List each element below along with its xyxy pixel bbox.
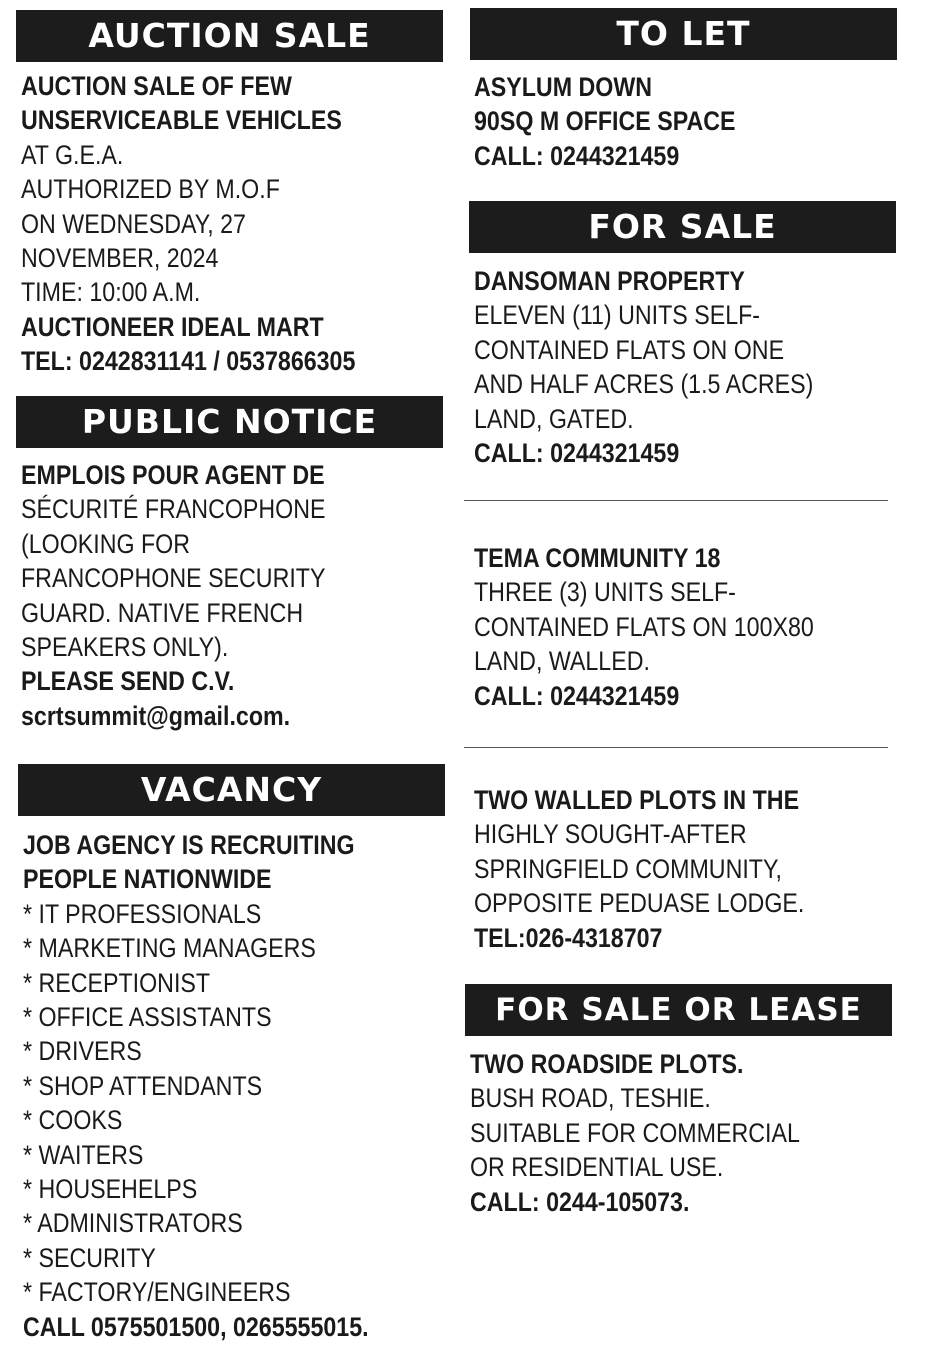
ad-line: ASYLUM DOWN	[474, 72, 653, 102]
ad-phone: TEL: 0242831141 / 0537866305	[21, 346, 356, 377]
to-let-heading: TO LET	[470, 8, 897, 60]
ad-line: TWO ROADSIDE PLOTS.	[470, 1049, 744, 1079]
vacancy-list-item: * OFFICE ASSISTANTS	[23, 1002, 272, 1033]
divider	[464, 500, 888, 501]
ad-line: AUTHORIZED BY M.O.F	[21, 174, 280, 205]
ad-line: TWO WALLED PLOTS IN THE	[474, 785, 800, 815]
vacancy-list-item: * MARKETING MANAGERS	[23, 933, 316, 964]
ad-line: ELEVEN (11) UNITS SELF-	[474, 300, 761, 331]
ad-line: SÉCURITÉ FRANCOPHONE	[21, 494, 326, 525]
ad-email: scrtsummit@gmail.com.	[21, 700, 291, 731]
ad-line: 90SQ M OFFICE SPACE	[474, 106, 736, 137]
ad-line: SUITABLE FOR COMMERCIAL	[470, 1117, 800, 1148]
ad-line: AND HALF ACRES (1.5 ACRES)	[474, 369, 814, 400]
ad-line: BUSH ROAD, TESHIE.	[470, 1083, 711, 1114]
for-sale-or-lease-heading: FOR SALE OR LEASE	[465, 984, 892, 1036]
auction-sale-body	[21, 69, 410, 379]
ad-line: TEMA COMMUNITY 18	[474, 543, 721, 573]
ad-line: NOVEMBER, 2024	[21, 243, 219, 274]
public-notice-body	[21, 458, 375, 733]
ad-line: PEOPLE NATIONWIDE	[23, 864, 272, 895]
ad-line: LAND, GATED.	[474, 403, 634, 434]
vacancy-list-item: * ADMINISTRATORS	[23, 1208, 243, 1239]
ad-line: TIME: 10:00 A.M.	[21, 277, 201, 308]
ad-line: (LOOKING FOR	[21, 528, 191, 559]
ad-line: OPPOSITE PEDUASE LODGE.	[474, 888, 805, 919]
tema-community-ad	[474, 541, 869, 713]
ad-phone: CALL: 0244321459	[474, 140, 680, 171]
roadside-plots-ad	[470, 1047, 854, 1219]
ad-line: EMPLOIS POUR AGENT DE	[21, 460, 325, 490]
ad-line: DANSOMAN PROPERTY	[474, 266, 745, 296]
for-sale-heading: FOR SALE	[469, 201, 896, 253]
ad-line: THREE (3) UNITS SELF-	[474, 577, 736, 608]
ad-line: OR RESIDENTIAL USE.	[470, 1152, 724, 1183]
dansoman-property-ad	[474, 264, 869, 470]
ad-line: LAND, WALLED.	[474, 646, 650, 677]
springfield-plots-ad	[474, 783, 858, 955]
ad-line: UNSERVICEABLE VEHICLES	[21, 105, 342, 136]
ad-line: CONTAINED FLATS ON 100X80	[474, 611, 814, 642]
to-let-body	[474, 70, 778, 173]
vacancy-body	[23, 828, 425, 1344]
ad-line: AUCTIONEER IDEAL MART	[21, 311, 324, 342]
ad-line: JOB AGENCY IS RECRUITING	[23, 830, 355, 860]
divider	[464, 747, 888, 748]
ad-line: PLEASE SEND C.V.	[21, 666, 235, 697]
ad-line: SPRINGFIELD COMMUNITY,	[474, 853, 782, 884]
ad-line: FRANCOPHONE SECURITY	[21, 563, 326, 594]
ad-phone: TEL:026-4318707	[474, 922, 663, 953]
vacancy-list-item: * SHOP ATTENDANTS	[23, 1070, 263, 1101]
vacancy-list-item: * COOKS	[23, 1105, 123, 1136]
ad-line: AT G.E.A.	[21, 139, 124, 170]
vacancy-list-item: * DRIVERS	[23, 1036, 142, 1067]
ad-line: SPEAKERS ONLY).	[21, 632, 229, 663]
vacancy-list-item: * IT PROFESSIONALS	[23, 898, 262, 929]
ad-line: GUARD. NATIVE FRENCH	[21, 597, 304, 628]
vacancy-list-item: * FACTORY/ENGINEERS	[23, 1277, 291, 1308]
vacancy-list-item: * SECURITY	[23, 1242, 156, 1273]
public-notice-heading: PUBLIC NOTICE	[16, 396, 443, 448]
ad-phone: CALL: 0244321459	[474, 438, 680, 469]
ad-phone: CALL 0575501500, 0265555015.	[23, 1311, 369, 1342]
vacancy-heading: VACANCY	[18, 764, 445, 816]
ad-phone: CALL: 0244-105073.	[470, 1186, 690, 1217]
vacancy-list-item: * WAITERS	[23, 1139, 144, 1170]
auction-sale-heading: AUCTION SALE	[16, 10, 443, 62]
ad-line: AUCTION SALE OF FEW	[21, 71, 292, 101]
vacancy-list-item: * RECEPTIONIST	[23, 967, 211, 998]
ad-phone: CALL: 0244321459	[474, 680, 680, 711]
ad-line: ON WEDNESDAY, 27	[21, 208, 246, 239]
ad-line: CONTAINED FLATS ON ONE	[474, 334, 785, 365]
ad-line: HIGHLY SOUGHT-AFTER	[474, 819, 747, 850]
vacancy-list-item: * HOUSEHELPS	[23, 1174, 198, 1205]
